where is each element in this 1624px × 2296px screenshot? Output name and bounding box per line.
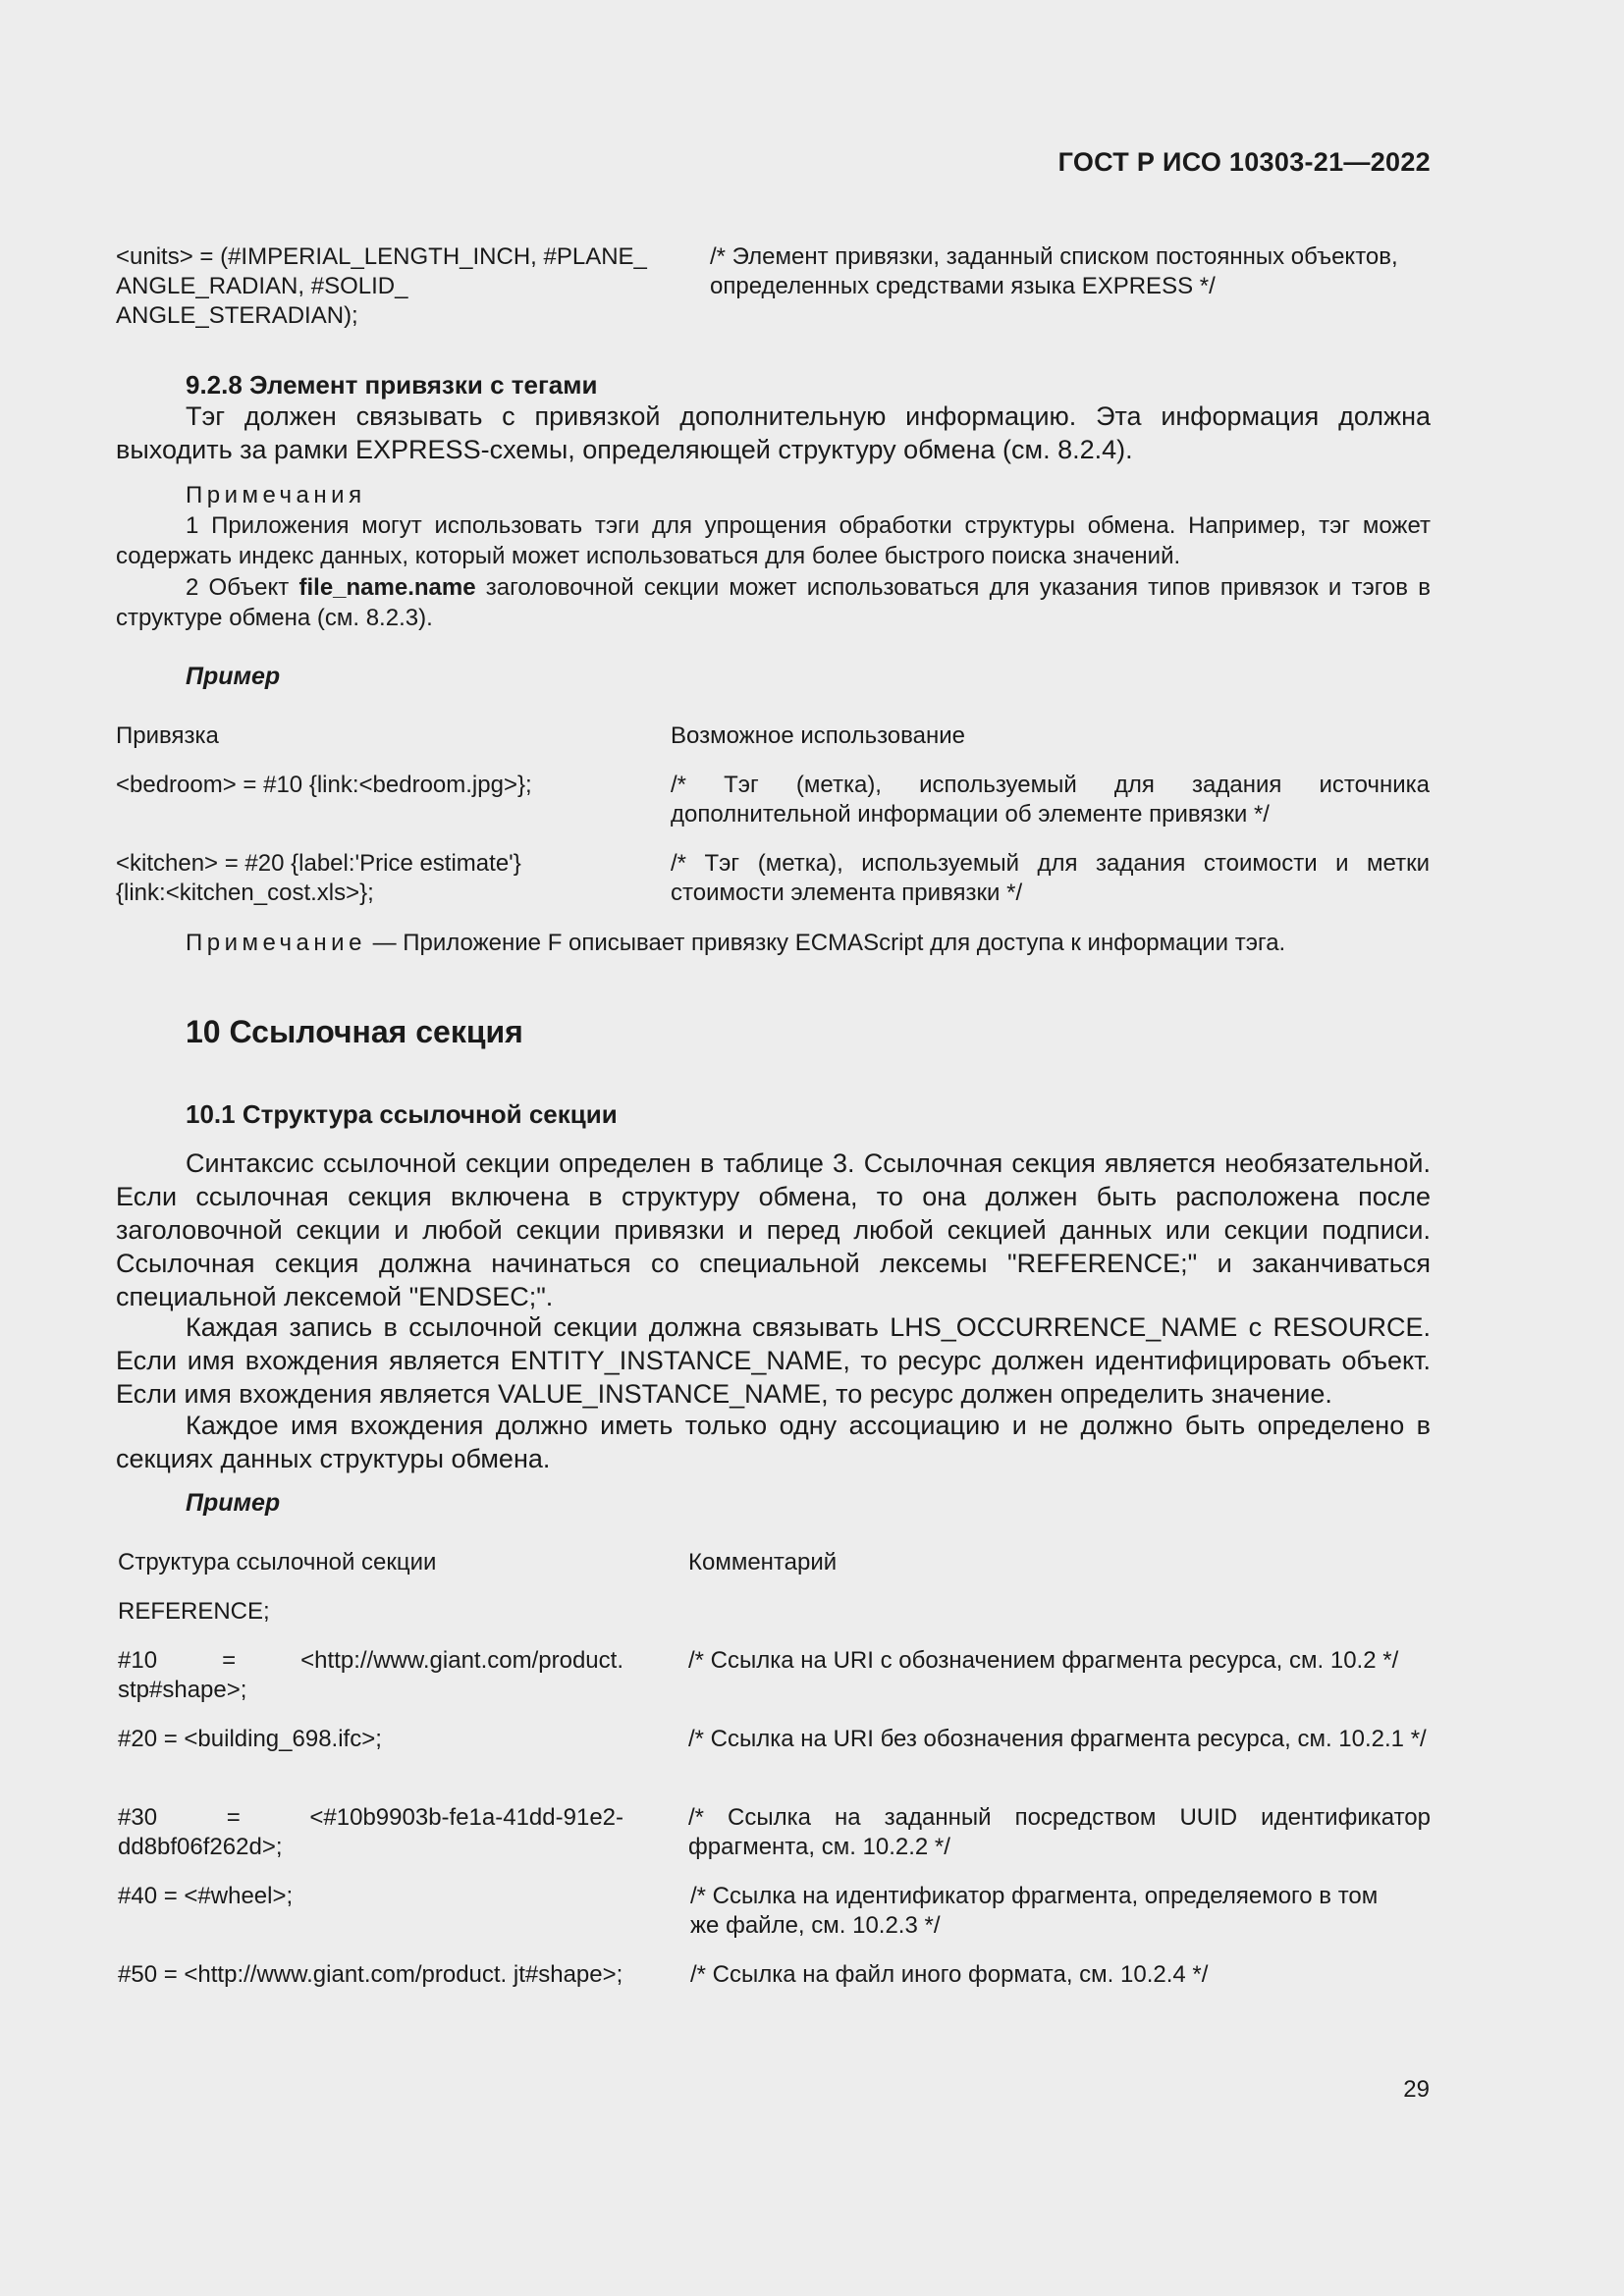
units-comment-line-2: определенных средствами языка EXPRESS */: [710, 273, 1216, 299]
section-9-2-8-heading: 9.2.8 Элемент привязки с тегами: [186, 370, 598, 400]
section-10-1-para-3: Каждое имя вхождения должно иметь только одну ассоциацию и не должно быть определено в секциях данных структуры обмена.: [116, 1411, 1431, 1473]
tag-row-1-usage: /* Тэг (метка), используемый для задания источника дополнительной информации об элементе привязки */: [671, 772, 1430, 828]
section-10-heading: 10 Ссылочная секция: [186, 1014, 523, 1049]
section-10-1-heading: 10.1 Структура ссылочной секции: [186, 1099, 618, 1129]
tag-row-2-usage: /* Тэг (метка), используемый для задания стоимости и метки стоимости элемента привязки */: [671, 850, 1430, 906]
ref-row-1-comment: /* Ссылка на URI с обозначением фрагмента ресурса, см. 10.2 */: [688, 1647, 1399, 1674]
ref-row-3-code: #30 = <#10b9903b-fe1a-41dd-91e2-dd8bf06f262d>;: [118, 1804, 623, 1860]
ref-row-4-comment: /* Ссылка на идентификатор фрагмента, определяемого в том же файле, см. 10.2.3 */: [690, 1883, 1379, 1939]
section-10-1-para-2: Каждая запись в ссылочной секции должна связывать LHS_OCCURRENCE_NAME с RESOURCE. Если имя вхождения является ENTITY_INSTANCE_NAME, то ресурс должен идентифицировать объект. Если имя вхождения является VALUE_INSTANCE_NAME, то ресурс должен определить значение.: [116, 1312, 1431, 1409]
note-2-bold-term: file_name.name: [298, 574, 476, 601]
ref-row-5-code: #50 = <http://www.giant.com/product. jt#shape>;: [118, 1961, 623, 1988]
units-comment-line-1: /* Элемент привязки, заданный списком постоянных объектов,: [710, 243, 1398, 270]
example-label-2: Пример: [186, 1489, 281, 1517]
units-line-3: ANGLE_STERADIAN);: [116, 302, 358, 329]
ref-row-3-comment: /* Ссылка на заданный посредством UUID идентификатор фрагмента, см. 10.2.2 */: [688, 1804, 1431, 1860]
ref-table-col1-header: Структура ссылочной секции: [118, 1549, 437, 1575]
ref-row-2-code: #20 = <building_698.ifc>;: [118, 1726, 382, 1752]
tag-note-label: Примечание: [186, 930, 366, 956]
ref-row-4-code: #40 = <#wheel>;: [118, 1883, 294, 1909]
tag-note-text: — Приложение F описывает привязку ECMAScript для доступа к информации тэга.: [365, 930, 1286, 956]
units-line-2: ANGLE_RADIAN, #SOLID_: [116, 273, 408, 299]
note-2-suffix: заголовочной секции может использоваться для указания типов привязок и тэгов в структуре обмена (см. 8.2.3).: [116, 574, 1431, 631]
note-1: 1 Приложения могут использовать тэги для упрощения обработки структуры обмена. Например, тэг может содержать индекс данных, который может использоваться для более быстрого поиска значений.: [116, 512, 1431, 569]
notes-title: Примечания: [186, 482, 366, 508]
page-number: 29: [1403, 2076, 1430, 2103]
tag-table-col1-header: Привязка: [116, 722, 219, 749]
reference-keyword: REFERENCE;: [118, 1598, 270, 1625]
tag-row-2-binding: <kitchen> = #20 {label:'Price estimate'} {link:<kitchen_cost.xls>};: [116, 850, 521, 906]
ref-row-5-comment: /* Ссылка на файл иного формата, см. 10.2.4 */: [690, 1961, 1209, 1988]
section-10-1-para-1: Синтаксис ссылочной секции определен в таблице 3. Ссылочная секция является необязательной. Если ссылочная секция включена в структуру обмена, то она должен быть расположена после заголовочной секции и любой секции привязки и перед любой секцией данных или секции подписи. Ссылочная секция должна начинаться со специальной лексемы "REFERENCE;" и заканчиваться специальной лексемой "ENDSEC;".: [116, 1148, 1431, 1311]
note-2: [116, 572, 1431, 633]
tag-note: [186, 928, 1431, 958]
section-9-2-8-paragraph: Тэг должен связывать с привязкой дополнительную информацию. Эта информация должна выходить за рамки EXPRESS-схемы, определяющей структуру обмена (см. 8.2.4).: [116, 401, 1431, 464]
ref-row-2-comment: /* Ссылка на URI без обозначения фрагмента ресурса, см. 10.2.1 */: [688, 1726, 1427, 1752]
ref-table-col2-header: Комментарий: [688, 1549, 838, 1575]
units-code: [116, 242, 685, 331]
units-comment: [710, 242, 1432, 301]
units-line-1: <units> = (#IMPERIAL_LENGTH_INCH, #PLANE_: [116, 243, 647, 270]
tag-row-1-binding: <bedroom> = #10 {link:<bedroom.jpg>};: [116, 772, 532, 798]
standard-header: ГОСТ Р ИСО 10303-21—2022: [1057, 147, 1431, 177]
example-label-1: Пример: [186, 663, 281, 690]
note-2-prefix: 2 Объект: [186, 574, 299, 601]
ref-row-1-code: #10 = <http://www.giant.com/product. stp#shape>;: [118, 1647, 623, 1703]
tag-table-col2-header: Возможное использование: [671, 722, 965, 749]
